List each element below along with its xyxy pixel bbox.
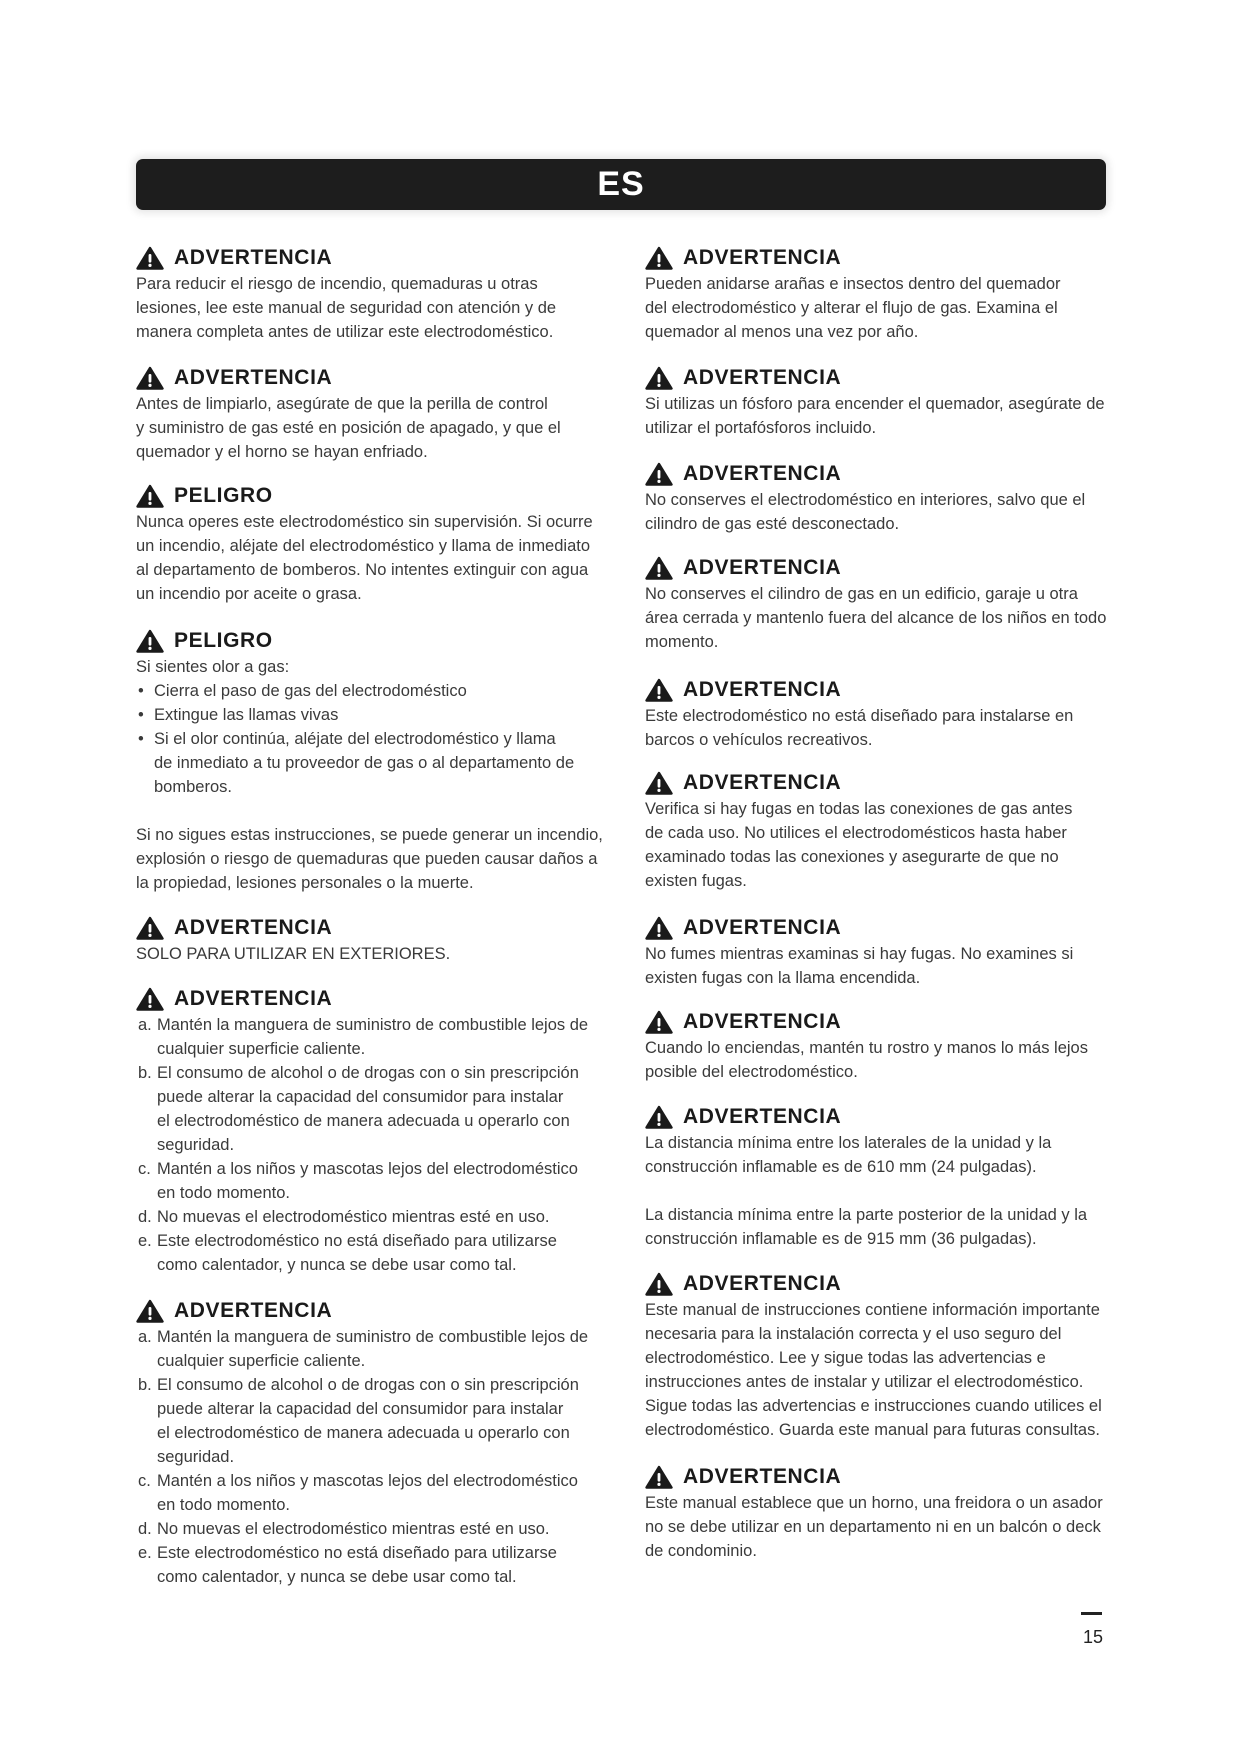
advertencia-section (645, 1463, 1125, 1563)
warning-triangle-icon (645, 1465, 673, 1489)
text-line: del electrodoméstico y alterar el flujo de gas. Examina el (645, 299, 1058, 317)
list-marker: e. (138, 1232, 152, 1250)
section-heading (645, 1008, 1125, 1036)
text-line: Mantén a los niños y mascotas lejos del electrodoméstico (157, 1472, 578, 1490)
text-line: Mantén a los niños y mascotas lejos del electrodoméstico (157, 1160, 578, 1178)
advertencia-section (645, 769, 1125, 893)
warning-triangle-icon (645, 246, 673, 270)
list-marker: a. (138, 1016, 152, 1034)
warning-triangle-icon (645, 678, 673, 702)
text-line: en todo momento. (157, 1496, 290, 1514)
heading-label: ADVERTENCIA (683, 556, 842, 579)
text-line: cilindro de gas esté desconectado. (645, 515, 900, 533)
section-heading (645, 1463, 1125, 1491)
list-marker: c. (138, 1472, 151, 1490)
section-heading (645, 244, 1125, 272)
warning-triangle-icon (136, 916, 164, 940)
text-line: necesaria para la instalación correcta y el uso seguro del (645, 1325, 1062, 1343)
text-line: posible del electrodoméstico. (645, 1063, 858, 1081)
text-line: cualquier superficie caliente. (157, 1040, 366, 1058)
text-line: Extingue las llamas vivas (154, 706, 339, 724)
left-column (136, 0, 616, 1754)
bullet-marker: • (138, 682, 144, 700)
warning-triangle-icon (136, 484, 164, 508)
text-line: examinado todas las conexiones y asegurarte de que no (645, 848, 1059, 866)
text-line: Si utilizas un fósforo para encender el quemador, asegúrate de (645, 395, 1105, 413)
heading-label: PELIGRO (174, 629, 273, 652)
advertencia-section (645, 1270, 1125, 1442)
section-heading (136, 1297, 616, 1325)
text-line: Si sientes olor a gas: (136, 658, 290, 676)
heading-label: ADVERTENCIA (683, 366, 842, 389)
bullet-marker: • (138, 706, 144, 724)
warning-triangle-icon (136, 246, 164, 270)
text-line: Verifica si hay fugas en todas las conexiones de gas antes (645, 800, 1073, 818)
heading-label: ADVERTENCIA (683, 771, 842, 794)
advertencia-section (645, 364, 1125, 440)
note-paragraph (645, 1203, 1125, 1251)
advertencia-section (645, 244, 1125, 344)
list-item (136, 1205, 616, 1229)
text-line: y suministro de gas esté en posición de apagado, y que el (136, 419, 561, 437)
advertencia-section (136, 914, 616, 966)
page-number-rule (1081, 1612, 1102, 1615)
text-line: No fumes mientras examinas si hay fugas. No examines si (645, 945, 1074, 963)
heading-label: ADVERTENCIA (174, 916, 333, 939)
text-line: No conserves el electrodoméstico en interiores, salvo que el (645, 491, 1086, 509)
list-item (136, 1517, 616, 1541)
text-line: La distancia mínima entre la parte posterior de la unidad y la (645, 1206, 1088, 1224)
text-line: existen fugas con la llama encendida. (645, 969, 921, 987)
text-line: Si el olor continúa, aléjate del electrodoméstico y llama (154, 730, 556, 748)
text-line: momento. (645, 633, 719, 651)
note-paragraph (136, 823, 616, 895)
text-line: Este manual de instrucciones contiene información importante (645, 1301, 1100, 1319)
text-line: quemador al menos una vez por año. (645, 323, 919, 341)
list-item (136, 679, 616, 703)
list-item (136, 1013, 616, 1061)
peligro-section (136, 627, 616, 895)
text-line: Cuando lo enciendas, mantén tu rostro y manos lo más lejos (645, 1039, 1088, 1057)
section-heading (136, 985, 616, 1013)
text-line: electrodoméstico. Lee y sigue todas las advertencias e (645, 1349, 1046, 1367)
section-heading (136, 482, 616, 510)
heading-label: ADVERTENCIA (683, 916, 842, 939)
section-heading (645, 1103, 1125, 1131)
text-line: puede alterar la capacidad del consumidor para instalar (157, 1088, 564, 1106)
list-item (136, 1541, 616, 1589)
text-line: El consumo de alcohol o de drogas con o sin prescripción (157, 1376, 579, 1394)
text-line: No muevas el electrodoméstico mientras esté en uso. (157, 1208, 550, 1226)
text-line: Sigue todas las advertencias e instrucciones cuando utilices el (645, 1397, 1102, 1415)
warning-triangle-icon (136, 1299, 164, 1323)
advertencia-section (645, 460, 1125, 536)
section-heading (645, 364, 1125, 392)
text-line: Si no sigues estas instrucciones, se puede generar un incendio, (136, 826, 603, 844)
section-heading (645, 1270, 1125, 1298)
text-line: el electrodoméstico de manera adecuada u operarlo con (157, 1424, 570, 1442)
warning-triangle-icon (136, 366, 164, 390)
advertencia-section (645, 914, 1125, 990)
section-heading (136, 364, 616, 392)
text-line: el electrodoméstico de manera adecuada u operarlo con (157, 1112, 570, 1130)
warning-triangle-icon (645, 366, 673, 390)
text-line: construcción inflamable es de 915 mm (36 pulgadas). (645, 1230, 1037, 1248)
text-line: Este electrodoméstico no está diseñado para instalarse en (645, 707, 1074, 725)
heading-label: ADVERTENCIA (683, 1272, 842, 1295)
list-marker: b. (138, 1064, 152, 1082)
text-line: área cerrada y mantenlo fuera del alcance de los niños en todo (645, 609, 1107, 627)
right-column (645, 0, 1125, 1754)
list-item (136, 727, 616, 799)
warning-triangle-icon (645, 556, 673, 580)
section-heading (645, 554, 1125, 582)
heading-label: ADVERTENCIA (683, 462, 842, 485)
text-line: Antes de limpiarlo, asegúrate de que la perilla de control (136, 395, 548, 413)
text-line: Mantén la manguera de suministro de combustible lejos de (157, 1328, 589, 1346)
text-line: Nunca operes este electrodoméstico sin supervisión. Si ocurre (136, 513, 593, 531)
list-marker: d. (138, 1520, 152, 1538)
advertencia-section (136, 244, 616, 344)
list-item (136, 1157, 616, 1205)
advertencia-section (645, 554, 1125, 654)
language-label: ES (597, 165, 645, 203)
section-heading (645, 914, 1125, 942)
text-line: de condominio. (645, 1542, 757, 1560)
advertencia-section (136, 1297, 616, 1589)
text-line: lesiones, lee este manual de seguridad con atención y de (136, 299, 557, 317)
text-line: Este electrodoméstico no está diseñado para utilizarse (157, 1232, 557, 1250)
section-heading (645, 460, 1125, 488)
text-line: utilizar el portafósforos incluido. (645, 419, 877, 437)
list-marker: d. (138, 1208, 152, 1226)
heading-label: ADVERTENCIA (683, 1105, 842, 1128)
text-line: construcción inflamable es de 610 mm (24 pulgadas). (645, 1158, 1037, 1176)
heading-label: ADVERTENCIA (683, 678, 842, 701)
heading-label: PELIGRO (174, 484, 273, 507)
list-marker: a. (138, 1328, 152, 1346)
text-line: barcos o vehículos recreativos. (645, 731, 873, 749)
list-marker: c. (138, 1160, 151, 1178)
text-line: Este manual establece que un horno, una freidora o un asador (645, 1494, 1103, 1512)
list-item (136, 1229, 616, 1277)
section-heading (136, 244, 616, 272)
heading-label: ADVERTENCIA (174, 246, 333, 269)
text-line: Cierra el paso de gas del electrodoméstico (154, 682, 467, 700)
list-marker: e. (138, 1544, 152, 1562)
text-line: cualquier superficie caliente. (157, 1352, 366, 1370)
list-item (136, 1325, 616, 1373)
peligro-section (136, 482, 616, 606)
text-line: seguridad. (157, 1136, 235, 1154)
text-line: electrodoméstico. Guarda este manual para futuras consultas. (645, 1421, 1100, 1439)
list-item (136, 1061, 616, 1157)
heading-label: ADVERTENCIA (683, 246, 842, 269)
text-line: un incendio por aceite o grasa. (136, 585, 362, 603)
text-line: en todo momento. (157, 1184, 290, 1202)
advertencia-section (645, 1008, 1125, 1084)
list-item (136, 703, 616, 727)
text-line: quemador y el horno se hayan enfriado. (136, 443, 428, 461)
heading-label: ADVERTENCIA (683, 1010, 842, 1033)
advertencia-section (645, 676, 1125, 752)
warning-triangle-icon (645, 1272, 673, 1296)
text-line: puede alterar la capacidad del consumidor para instalar (157, 1400, 564, 1418)
text-line: un incendio, aléjate del electrodoméstico y llama de inmediato (136, 537, 591, 555)
heading-label: ADVERTENCIA (683, 1465, 842, 1488)
text-line: bomberos. (154, 778, 232, 796)
text-line: Pueden anidarse arañas e insectos dentro del quemador (645, 275, 1061, 293)
warning-triangle-icon (136, 629, 164, 653)
warning-triangle-icon (645, 462, 673, 486)
text-line: Para reducir el riesgo de incendio, quemaduras u otras (136, 275, 538, 293)
list-item (136, 1373, 616, 1469)
text-line: de inmediato a tu proveedor de gas o al departamento de (154, 754, 575, 772)
bullet-marker: • (138, 730, 144, 748)
text-line: SOLO PARA UTILIZAR EN EXTERIORES. (136, 945, 451, 963)
text-line: explosión o riesgo de quemaduras que pueden causar daños a (136, 850, 598, 868)
text-line: instrucciones antes de instalar y utilizar el electrodoméstico. (645, 1373, 1084, 1391)
text-line: de cada uso. No utilices el electrodomésticos hasta haber (645, 824, 1067, 842)
text-line: como calentador, y nunca se debe usar como tal. (157, 1256, 517, 1274)
text-line: Mantén la manguera de suministro de combustible lejos de (157, 1016, 589, 1034)
heading-label: ADVERTENCIA (174, 987, 333, 1010)
warning-triangle-icon (645, 916, 673, 940)
text-line: como calentador, y nunca se debe usar como tal. (157, 1568, 517, 1586)
heading-label: ADVERTENCIA (174, 366, 333, 389)
text-line: manera completa antes de utilizar este electrodoméstico. (136, 323, 554, 341)
text-line: seguridad. (157, 1448, 235, 1466)
heading-label: ADVERTENCIA (174, 1299, 333, 1322)
advertencia-section (645, 1103, 1125, 1251)
section-heading (645, 676, 1125, 704)
text-line: El consumo de alcohol o de drogas con o sin prescripción (157, 1064, 579, 1082)
section-heading (136, 914, 616, 942)
list-marker: b. (138, 1376, 152, 1394)
warning-triangle-icon (645, 1105, 673, 1129)
advertencia-section (136, 985, 616, 1277)
section-heading (136, 627, 616, 655)
text-line: Este electrodoméstico no está diseñado para utilizarse (157, 1544, 557, 1562)
advertencia-section (136, 364, 616, 464)
text-line: la propiedad, lesiones personales o la muerte. (136, 874, 474, 892)
page-number: 15 (1083, 1627, 1104, 1647)
text-line: La distancia mínima entre los laterales de la unidad y la (645, 1134, 1052, 1152)
text-line: al departamento de bomberos. No intentes extinguir con agua (136, 561, 589, 579)
warning-triangle-icon (645, 1010, 673, 1034)
text-line: existen fugas. (645, 872, 747, 890)
warning-triangle-icon (645, 771, 673, 795)
text-line: no se debe utilizar en un departamento ni en un balcón o deck (645, 1518, 1101, 1536)
list-item (136, 1469, 616, 1517)
section-heading (645, 769, 1125, 797)
text-line: No muevas el electrodoméstico mientras esté en uso. (157, 1520, 550, 1538)
warning-triangle-icon (136, 987, 164, 1011)
text-line: No conserves el cilindro de gas en un edificio, garaje u otra (645, 585, 1078, 603)
